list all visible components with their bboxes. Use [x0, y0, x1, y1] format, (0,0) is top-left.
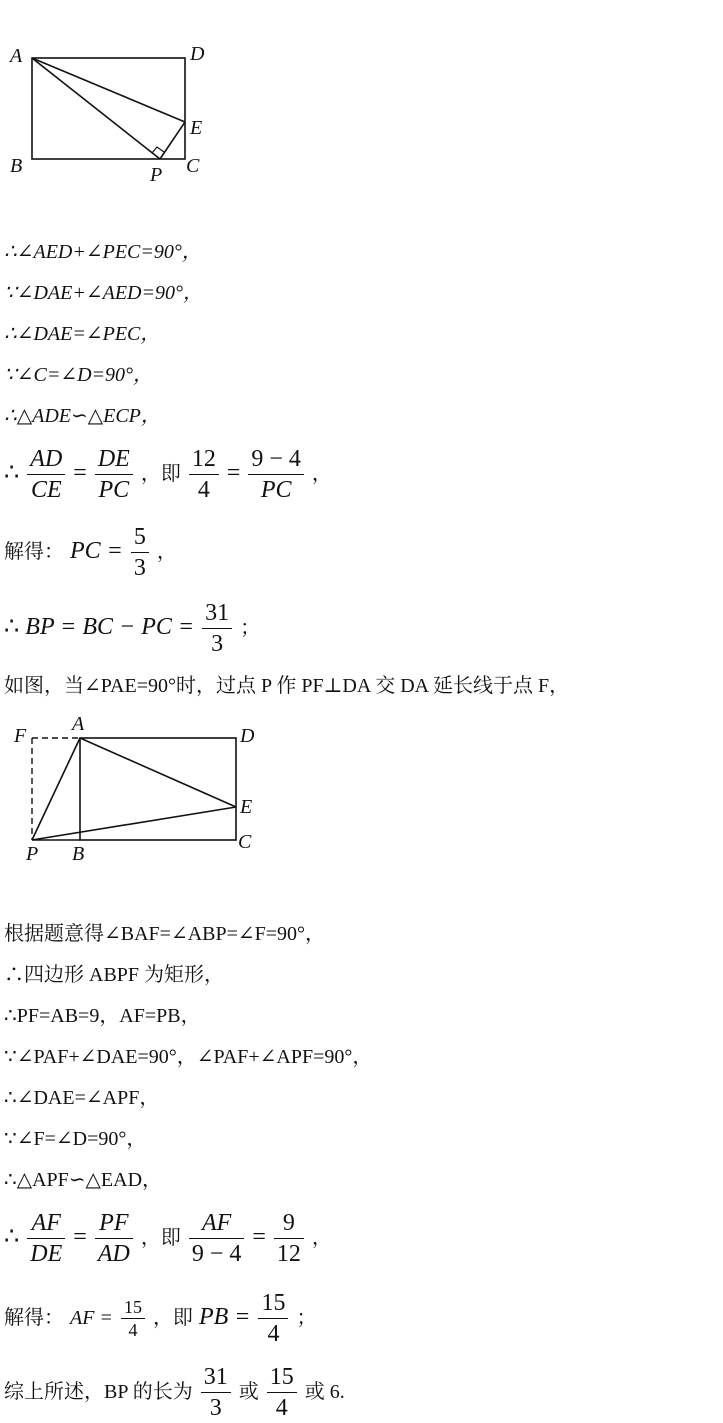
step-3: ∴∠DAE=∠PEC， [4, 323, 161, 345]
label-b: B [72, 843, 85, 865]
step-10: 根据题意得∠BAF=∠ABP=∠F=90°， [4, 923, 326, 945]
step-5: ∴△ADE∽△ECP， [4, 405, 161, 427]
solve-pc: 解得： PC = $\frac{5}{3}$ ， [4, 524, 177, 581]
label-c: C [186, 155, 200, 177]
solve-af-pb: 解得： AF = $\frac{15}{4}$ ，即 PB = $\frac{15}{4}$ ； [4, 1290, 317, 1347]
step-11: ∴四边形 ABPF 为矩形， [4, 964, 225, 986]
label-p: P [150, 164, 163, 186]
label-e: E [190, 117, 203, 139]
step-14: ∴∠DAE=∠APF， [4, 1087, 160, 1109]
step-15: ∵∠F=∠D=90°， [4, 1128, 147, 1150]
step-4: ∵∠C=∠D=90°， [4, 364, 154, 386]
step-1: ∴∠AED+∠PEC=90°， [4, 241, 202, 263]
label-b: B [10, 155, 23, 177]
figure-1-rectangle-abcd [0, 30, 240, 190]
label-a: A [10, 45, 23, 67]
conclusion: 综上所述，BP 的长为 $\frac{31}{3}$ 或 $\frac{15}{4}$ 或 6. [4, 1364, 345, 1421]
label-f: F [14, 725, 27, 747]
label-a: A [72, 713, 85, 735]
step-12: ∴PF=AB=9，AF=PB， [4, 1005, 201, 1027]
case-2-intro: 如图，当∠PAE=90°时，过点 P 作 PF⊥DA 交 DA 延长线于点 F， [4, 675, 570, 697]
step-16: ∴△APF∽△EAD， [4, 1169, 163, 1191]
label-d: D [190, 43, 205, 65]
label-e: E [240, 796, 253, 818]
solve-bp: ∴ BP = BC − PC = $\frac{31}{3}$ ； [4, 600, 261, 657]
label-d: D [240, 725, 255, 747]
label-p: P [26, 843, 39, 865]
ratio-equation-2: ∴ $\frac{AF}{DE}$ = $\frac{PF}{AD}$ ，即 $\frac{AF}{9 - 4}$ = $\frac{9}{12}$ ， [4, 1210, 332, 1267]
step-2: ∵∠DAE+∠AED=90°， [4, 282, 203, 304]
ratio-equation-1: ∴ $\frac{AD}{CE}$ = $\frac{DE}{PC}$ ，即 $\frac{12}{4}$ = $\frac{9 - 4}{PC}$ ， [4, 446, 332, 503]
label-c: C [238, 831, 252, 853]
step-13: ∵∠PAF+∠DAE=90°，∠PAF+∠APF=90°， [4, 1046, 373, 1068]
figure-2-rectangle-abpf [0, 710, 280, 870]
